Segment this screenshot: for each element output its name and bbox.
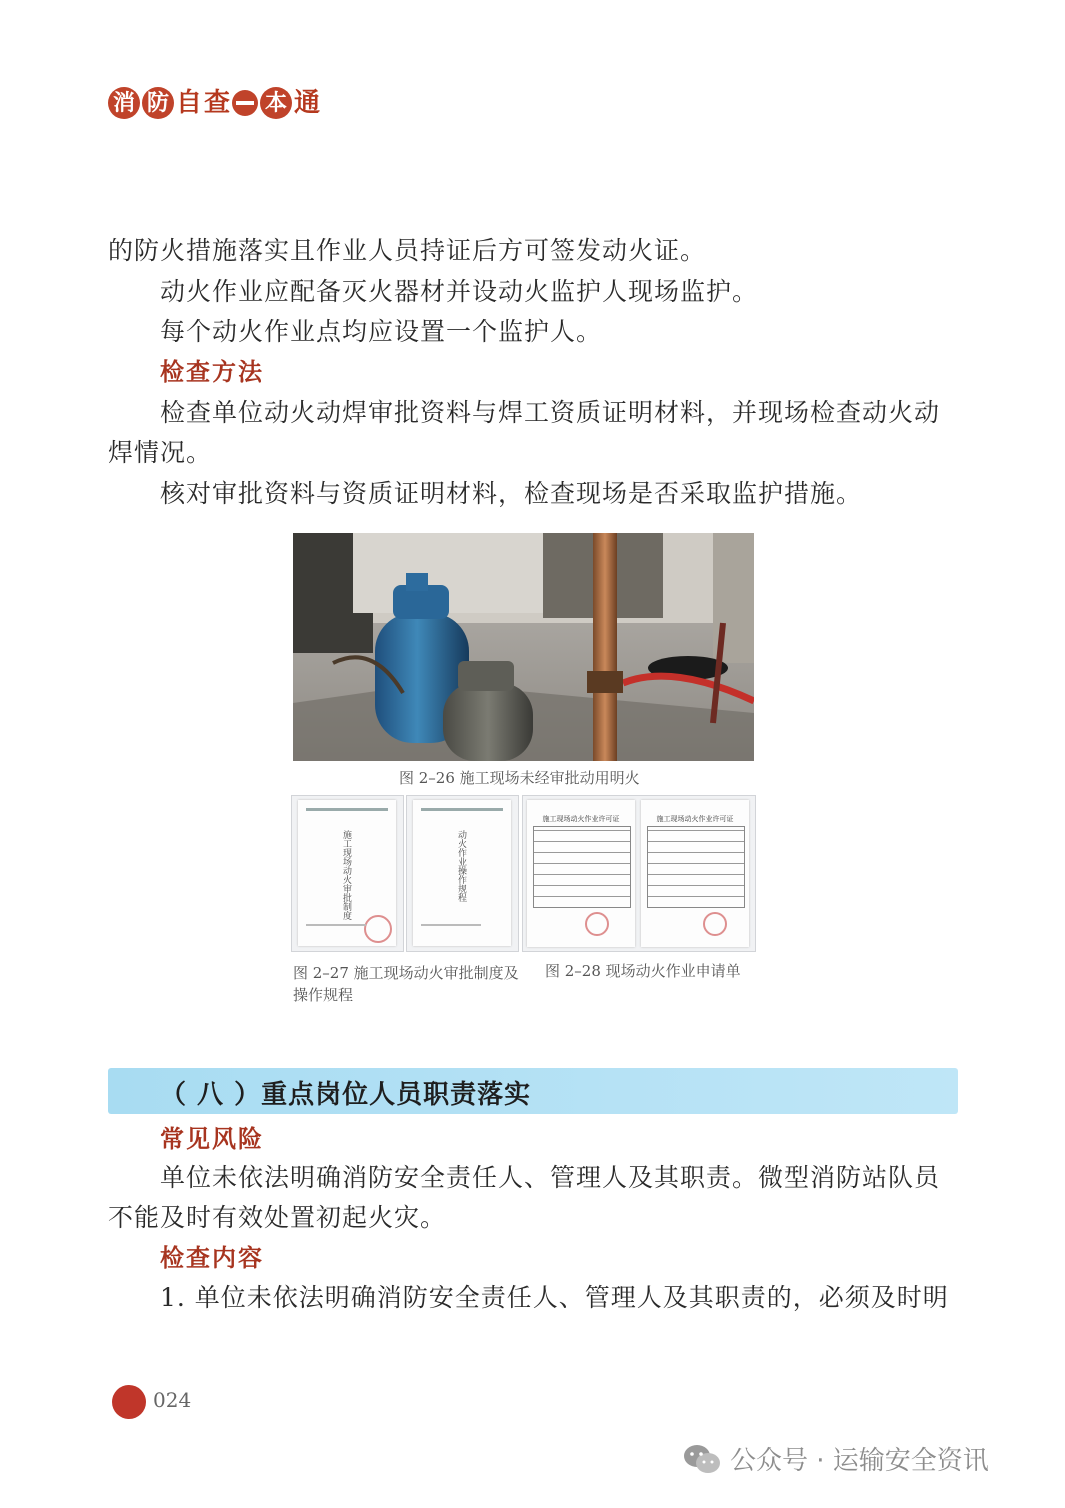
watermark-text: 公众号 · 运输安全资讯 xyxy=(730,1446,989,1476)
title-char: 消 xyxy=(108,87,140,119)
wechat-icon xyxy=(682,1443,722,1475)
site-photo xyxy=(293,533,754,761)
title-char: 防 xyxy=(142,87,174,119)
page-number-dot xyxy=(112,1385,146,1419)
page-number: 024 xyxy=(153,1388,192,1412)
heading-common-risk: 常见风险 xyxy=(160,1125,264,1153)
paragraph: 核对审批资料与资质证明材料，检查现场是否采取监护措施。 xyxy=(160,479,863,508)
title-char: 自 xyxy=(176,88,203,118)
paragraph: 1. 单位未依法明确消防安全责任人、管理人及其职责的，必须及时明 xyxy=(160,1283,949,1312)
document-image-approval-system: 施工现场动火审批制度 xyxy=(291,795,404,952)
paragraph: 动火作业应配备灭火器材并设动火监护人现场监护。 xyxy=(160,277,759,306)
section-header-bar xyxy=(108,1068,958,1114)
paragraph: 的防火措施落实且作业人员持证后方可签发动火证。 xyxy=(108,236,707,265)
title-char: 本 xyxy=(260,87,292,119)
paragraph: 单位未依法明确消防安全责任人、管理人及其职责。微型消防站队员不能及时有效处置初起火灾。 xyxy=(108,1163,941,1232)
heading-check-method: 检查方法 xyxy=(160,358,264,386)
figure-caption-2-27: 图 2–27 施工现场动火审批制度及操作规程 xyxy=(293,964,519,1004)
book-title xyxy=(108,86,320,120)
title-char: 查 xyxy=(204,88,231,118)
document-image-operation-rules: 动火作业操作规程 xyxy=(406,795,519,952)
paragraph: 检查单位动火动焊审批资料与焊工资质证明材料，并现场检查动火动焊情况。 xyxy=(108,398,941,467)
figure-caption-2-26: 图 2–26 施工现场未经审批动用明火 xyxy=(399,769,640,787)
title-char: 通 xyxy=(294,88,321,118)
figure-caption-2-28: 图 2–28 现场动火作业申请单 xyxy=(545,962,741,980)
paragraph: 每个动火作业点均应设置一个监护人。 xyxy=(160,317,603,346)
heading-check-content: 检查内容 xyxy=(160,1244,264,1272)
section-title: （ 八 ）重点岗位人员职责落实 xyxy=(160,1080,532,1110)
watermark xyxy=(682,1440,989,1477)
document-image-work-permit: 施工现场动火作业许可证 施工现场动火作业许可证 xyxy=(522,795,756,952)
title-char-yi xyxy=(232,90,258,116)
